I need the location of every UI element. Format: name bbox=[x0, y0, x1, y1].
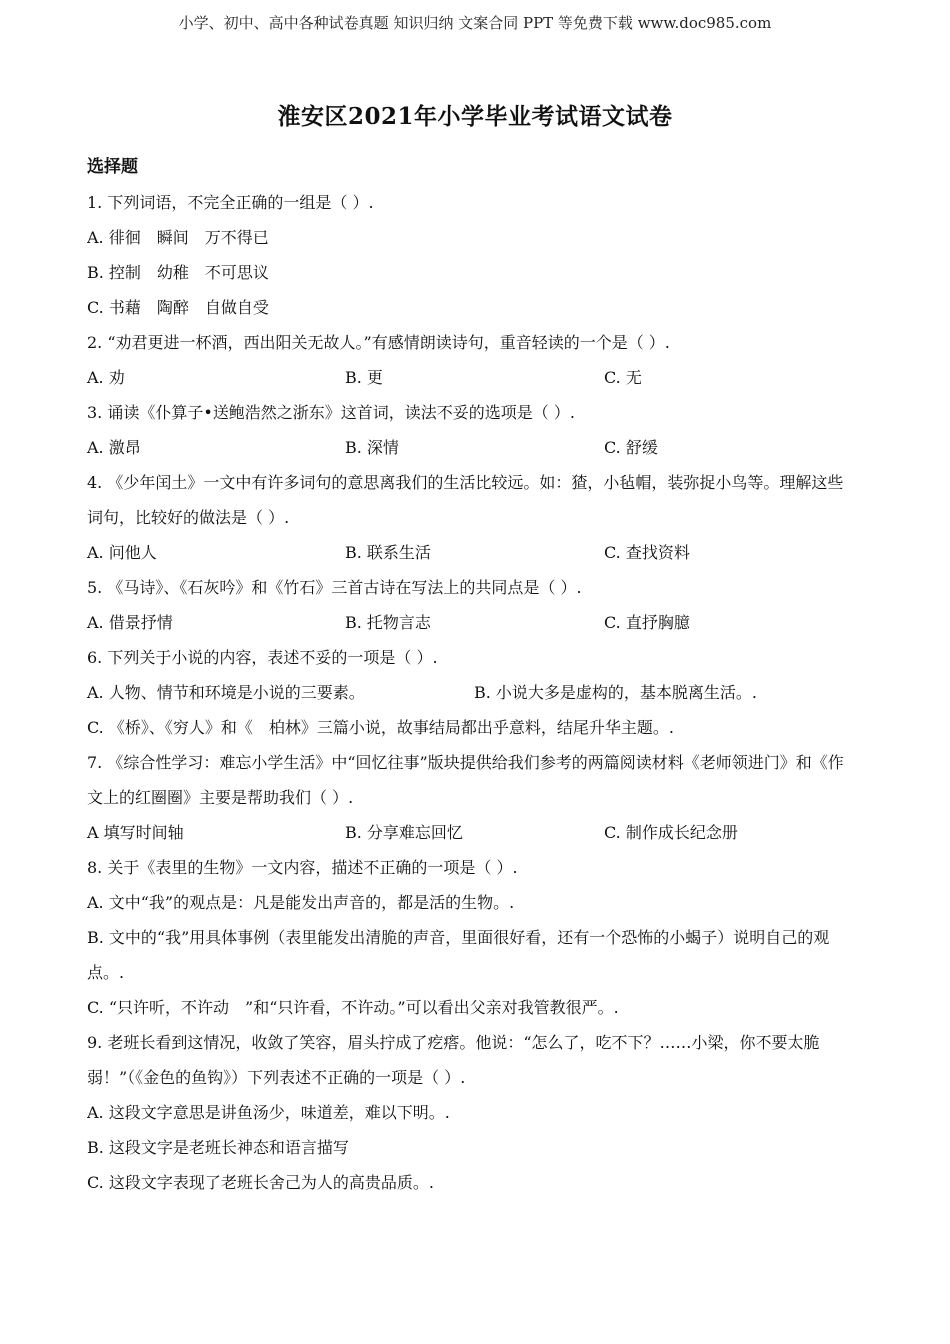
question-2-option-b: B. 更 bbox=[345, 368, 383, 387]
question-7-option-b: B. 分享难忘回忆 bbox=[345, 823, 463, 842]
question-9-stem: 9. 老班长看到这情况，收敛了笑容，眉头拧成了疙瘩。他说：“怎么了，吃不下？……小梁，你不要太脆弱！”（《金色的鱼钩》）下列表述不正确的一项是（ ）. bbox=[87, 1033, 820, 1087]
section-heading: 选择题 bbox=[87, 157, 138, 177]
question-3-option-b: B. 深情 bbox=[345, 438, 399, 457]
question-1-option-b: B. 控制 幼稚 不可思议 bbox=[87, 263, 269, 282]
question-1-option-c: C. 书藉 陶醉 自做自受 bbox=[87, 298, 269, 317]
question-4-stem: 4. 《少年闰土》一文中有许多词句的意思离我们的生活比较远。如：猹，小毡帽，装弥捉小鸟等。理解这些词句，比较好的做法是（ ）. bbox=[87, 473, 844, 527]
question-2-option-a: A. 劝 bbox=[87, 368, 125, 387]
question-6-options-ab bbox=[87, 675, 859, 710]
question-3-options bbox=[87, 430, 859, 465]
question-2-stem: 2. “劝君更进一杯酒，西出阳关无故人。”有感情朗读诗句，重音轻读的一个是（ ）. bbox=[87, 333, 670, 352]
question-8-option-a: A. 文中“我”的观点是：凡是能发出声音的，都是活的生物。. bbox=[87, 893, 515, 912]
question-1-stem: 1. 下列词语，不完全正确的一组是（ ）. bbox=[87, 193, 374, 212]
question-6-option-c: C. 《桥》、《穷人》和《 柏林》三篇小说，故事结局都出乎意料，结尾升华主题。. bbox=[87, 718, 674, 737]
question-8-option-b: B. 文中的“我”用具体事例（表里能发出清脆的声音，里面很好看，还有一个恐怖的小蝎子）说明自己的观点。. bbox=[87, 928, 830, 982]
exam-content bbox=[87, 150, 859, 1200]
question-6-stem: 6. 下列关于小说的内容，表述不妥的一项是（ ）. bbox=[87, 648, 438, 667]
question-5-option-b: B. 托物言志 bbox=[345, 613, 431, 632]
question-8-stem: 8. 关于《表里的生物》一文内容，描述不正确的一项是（ ）. bbox=[87, 858, 518, 877]
question-7-options bbox=[87, 815, 859, 850]
question-8-option-c: C. “只许听，不许动 ”和“只许看，不许动。”可以看出父亲对我管教很严。. bbox=[87, 998, 619, 1017]
question-6-option-a: A. 人物、情节和环境是小说的三要素。 bbox=[87, 683, 365, 702]
question-5-option-a: A. 借景抒情 bbox=[87, 613, 173, 632]
question-1-option-a: A. 徘徊 瞬间 万不得已 bbox=[87, 228, 269, 247]
question-7-option-c: C. 制作成长纪念册 bbox=[604, 823, 738, 842]
question-4-option-c: C. 查找资料 bbox=[604, 543, 690, 562]
question-3-option-c: C. 舒缓 bbox=[604, 438, 658, 457]
question-3-option-a: A. 激昂 bbox=[87, 438, 141, 457]
question-5-stem: 5. 《马诗》、《石灰吟》和《竹石》三首古诗在写法上的共同点是（ ）. bbox=[87, 578, 582, 597]
question-4-option-b: B. 联系生活 bbox=[345, 543, 431, 562]
question-6-option-b: B. 小说大多是虚构的，基本脱离生活。. bbox=[474, 683, 758, 702]
question-7-stem: 7. 《综合性学习：难忘小学生活》中“回忆往事”版块提供给我们参考的两篇阅读材料《老师领进门》和《作文上的红圈圈》主要是帮助我们（ ）. bbox=[87, 753, 844, 807]
question-4-option-a: A. 问他人 bbox=[87, 543, 157, 562]
question-4-options bbox=[87, 535, 859, 570]
question-9-option-b: B. 这段文字是老班长神态和语言描写 bbox=[87, 1138, 349, 1157]
question-9-option-a: A. 这段文字意思是讲鱼汤少，味道差，难以下明。. bbox=[87, 1103, 450, 1122]
site-header: 小学、初中、高中各种试卷真题 知识归纳 文案合同 PPT 等免费下载 www.doc985.com bbox=[178, 14, 772, 32]
question-3-stem: 3. 诵读《仆算子•送鲍浩然之浙东》这首词，读法不妥的选项是（ ）. bbox=[87, 403, 575, 422]
question-2-option-c: C. 无 bbox=[604, 368, 642, 387]
exam-title: 淮安区2021年小学毕业考试语文试卷 bbox=[277, 103, 673, 130]
question-5-options bbox=[87, 605, 859, 640]
question-9-option-c: C. 这段文字表现了老班长舍己为人的高贵品质。. bbox=[87, 1173, 434, 1192]
question-5-option-c: C. 直抒胸臆 bbox=[604, 613, 690, 632]
question-2-options bbox=[87, 360, 859, 395]
question-7-option-a: A 填写时间轴 bbox=[87, 823, 184, 842]
